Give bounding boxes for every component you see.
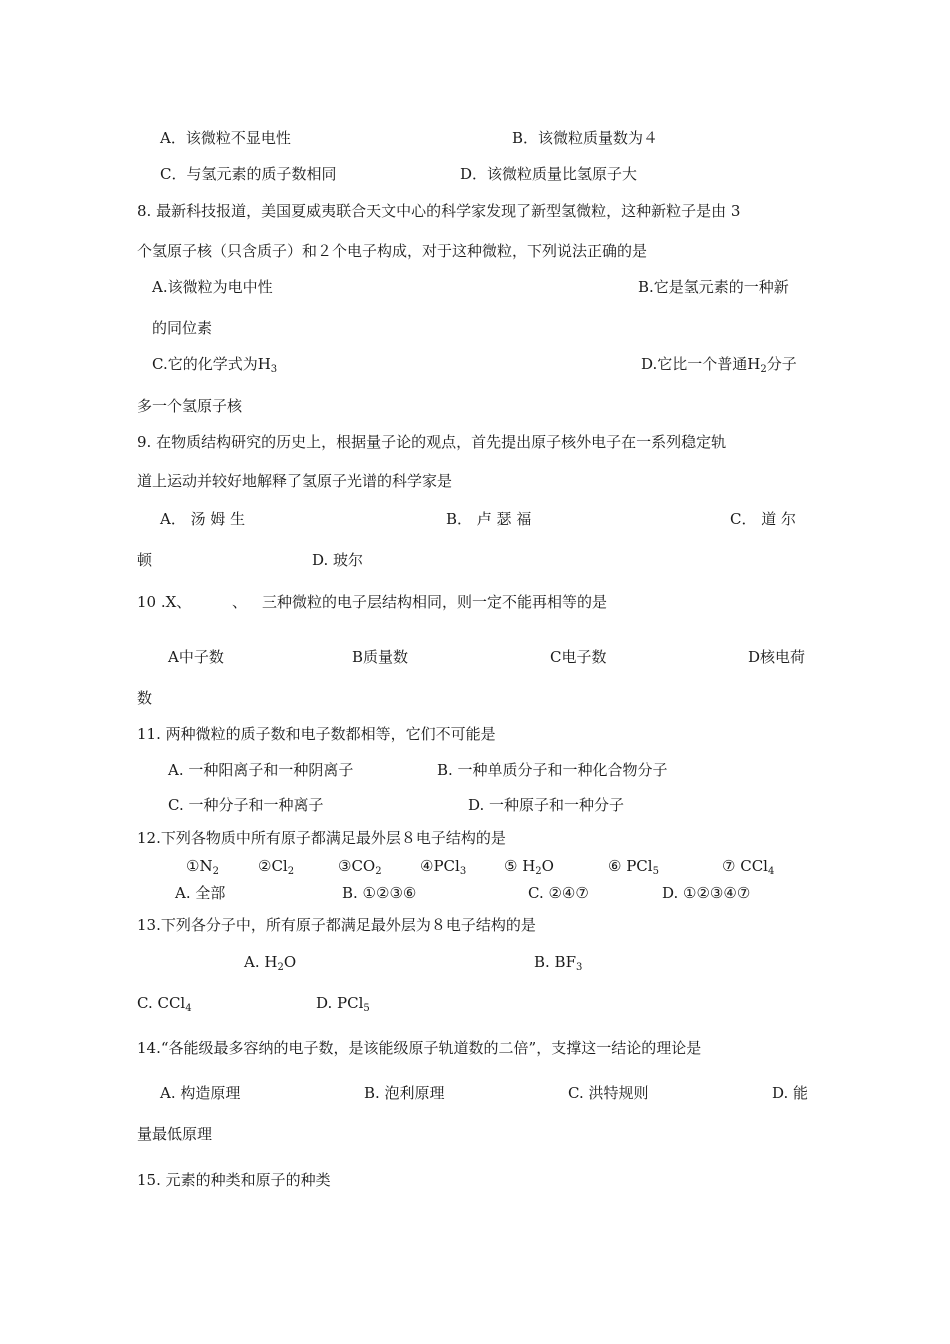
q8-option-d: D.它比一个普通$H_2$分子	[641, 355, 797, 375]
q12-item-7: ⑦ CCl$_4$	[722, 857, 775, 877]
q12-item-2: $②Cl_2$	[258, 857, 295, 877]
q14-option-a: A. 构造原理	[160, 1084, 241, 1102]
q11-option-c: C. 一种分子和一种离子	[168, 796, 324, 814]
q9-stem-line2: 道上运动并较好地解释了氢原子光谱的科学家是	[137, 472, 453, 490]
q10-option-b: B质量数	[352, 648, 409, 666]
q10-stem-part1: 10 .X、	[137, 593, 192, 611]
q12-stem: 12.下列各物质中所有原子都满足最外层８电子结构的是	[137, 829, 506, 847]
q9-option-b: B． 卢 瑟 福	[446, 510, 532, 528]
q12-option-c: C. ②④⑦	[528, 884, 589, 902]
q11-option-a: A. 一种阳离子和一种阴离子	[168, 761, 354, 779]
q7-option-b: B．该微粒质量数为４	[512, 129, 659, 147]
q11-option-b: B. 一种单质分子和一种化合物分子	[437, 761, 668, 779]
q14-option-d: D. 能	[772, 1084, 809, 1102]
q10-option-a: A中子数	[168, 648, 224, 666]
q8-stem-line1: 8. 最新科技报道，美国夏威夷联合天文中心的科学家发现了新型氢微粒，这种新粒子是由 3	[137, 202, 741, 220]
q8-option-b: B.它是氢元素的一种新	[638, 278, 789, 296]
q10-option-d: D核电荷	[748, 648, 806, 666]
q8-option-b-cont: 的同位素	[152, 319, 213, 337]
q13-option-c: C. CCl$_4$	[137, 994, 192, 1014]
q13-option-b: B. $BF_3$	[534, 953, 583, 973]
q15-stem: 15. 元素的种类和原子的种类	[137, 1171, 331, 1189]
q12-item-5: ⑤ $H_2O$	[504, 857, 554, 877]
q10-option-c: C电子数	[550, 648, 607, 666]
q12-option-d: D. ①②③④⑦	[662, 884, 751, 902]
q12-item-1: $①N_2$	[186, 857, 219, 877]
q9-option-c: C． 道 尔	[730, 510, 797, 528]
q9-stem-line1: 9. 在物质结构研究的历史上，根据量子论的观点，首先提出原子核外电子在一系列稳定轨	[137, 433, 727, 451]
q9-option-a: A． 汤 姆 生	[160, 510, 246, 528]
q14-option-d-cont: 量最低原理	[137, 1125, 213, 1143]
q12-option-a: A. 全部	[175, 884, 226, 902]
q13-option-a: A. $H_2O$	[244, 953, 297, 973]
q14-option-b: B. 泡利原理	[364, 1084, 445, 1102]
q11-stem: 11. 两种微粒的质子数和电子数都相等，它们不可能是	[137, 725, 496, 743]
q12-item-4: ④PCl$_3$	[420, 857, 467, 877]
q11-option-d: D. 一种原子和一种分子	[468, 796, 625, 814]
q7-option-c: C．与氢元素的质子数相同	[160, 165, 337, 183]
q10-option-d-cont: 数	[137, 689, 153, 707]
q12-option-b: B. ①②③⑥	[342, 884, 417, 902]
q12-item-3: $③CO_2$	[338, 857, 382, 877]
q13-option-d: D. PCl$_5$	[316, 994, 370, 1014]
q14-option-c: C. 洪特规则	[568, 1084, 649, 1102]
q13-stem: 13.下列各分子中，所有原子都满足最外层为８电子结构的是	[137, 916, 536, 934]
q12-item-6: ⑥ PCl$_5$	[608, 857, 659, 877]
q8-stem-line2: 个氢原子核（只含质子）和２个电子构成，对于这种微粒，下列说法正确的是	[137, 242, 648, 260]
q9-option-c-cont: 顿	[137, 551, 153, 569]
q10-stem-part3: 三种微粒的电子层结构相同，则一定不能再相等的是	[262, 593, 608, 611]
q7-option-a: A．该微粒不显电性	[160, 129, 291, 147]
q9-option-d: D. 玻尔	[312, 551, 364, 569]
q8-option-d-cont: 多一个氢原子核	[137, 397, 243, 415]
q8-option-a: A.该微粒为电中性	[152, 278, 273, 296]
q7-option-d: D．该微粒质量比氢原子大	[460, 165, 638, 183]
q14-stem: 14.“各能级最多容纳的电子数，是该能级原子轨道数的二倍”，支撑这一结论的理论是	[137, 1039, 702, 1057]
q8-option-c: C.它的化学式为$H_3$	[152, 355, 278, 375]
q10-stem-part2: 、	[232, 593, 248, 611]
